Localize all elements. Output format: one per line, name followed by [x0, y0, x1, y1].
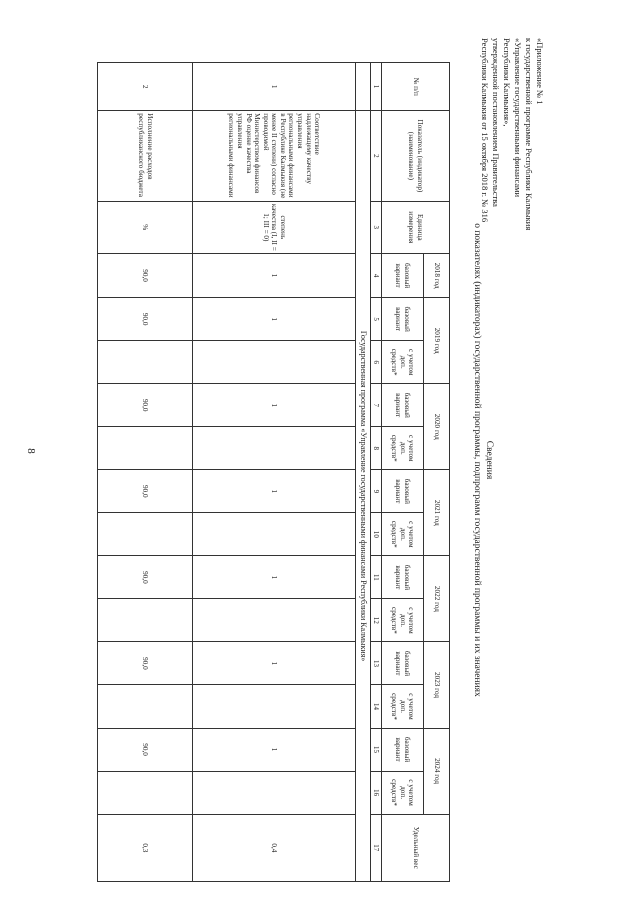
col-number: 16: [371, 771, 382, 814]
row-value-empty: [98, 513, 193, 556]
row-value-empty: [193, 685, 356, 728]
row-value: 90,0: [98, 556, 193, 599]
head-base: базовый вариант: [382, 470, 424, 513]
col-number: 12: [371, 599, 382, 642]
table-row: [193, 63, 356, 882]
col-number: 2: [371, 111, 382, 201]
title-line1: Сведения: [484, 440, 494, 480]
head-extra: с учетом доп. средств*: [382, 599, 424, 642]
program-title: Государственная программа «Управление государственными финансами Республики Калмыкия»: [356, 111, 371, 882]
head-base: базовый вариант: [382, 728, 424, 771]
head-indicator: Показатель (индикатор) (наименование): [382, 111, 450, 201]
title-line2: о показателях (индикаторах) государственной программы, подпрограмм государственной программы и их значениях: [472, 223, 482, 697]
row-value-empty: [98, 341, 193, 384]
col-number: 9: [371, 470, 382, 513]
row-value: 1: [193, 470, 356, 513]
row-value: 90,0: [98, 728, 193, 771]
col-number: 5: [371, 298, 382, 341]
row-no: 2: [98, 63, 193, 111]
col-number: 11: [371, 556, 382, 599]
head-extra: с учетом доп. средств*: [382, 341, 424, 384]
row-value-empty: [193, 427, 356, 470]
document-title: [471, 140, 495, 780]
row-value-empty: [98, 771, 193, 814]
row-indicator: Соответствие надлежащему качеству управления региональными финансами в Республике Калмыкия (не менее II степени) согласно проводимой Министерством финансов РФ оценке качества управления региональными финансами: [193, 111, 356, 201]
row-value: 90,0: [98, 254, 193, 298]
row-weight: 0,4: [193, 814, 356, 881]
header-line: Республики Калмыкия»,: [502, 38, 512, 127]
row-value: 1: [193, 556, 356, 599]
row-value: 1: [193, 728, 356, 771]
head-year: 2021 год: [424, 470, 450, 556]
table-row: [98, 63, 193, 882]
head-year: 2018 год: [424, 254, 450, 298]
col-number: 13: [371, 642, 382, 685]
head-year: 2023 год: [424, 642, 450, 728]
row-indicator: Исполнение расходов республиканского бюджета: [98, 111, 193, 201]
col-number: 7: [371, 384, 382, 427]
head-base: базовый вариант: [382, 298, 424, 341]
head-base: базовый вариант: [382, 642, 424, 685]
col-number: 8: [371, 427, 382, 470]
page-number: 8: [24, 448, 37, 454]
head-extra: с учетом доп. средств*: [382, 513, 424, 556]
head-weight: Удельный вес: [382, 814, 450, 881]
row-unit: степень качества (I, II = 1; III = 0): [193, 201, 356, 253]
row-weight: 0,3: [98, 814, 193, 881]
col-number: 3: [371, 201, 382, 253]
col-number: 6: [371, 341, 382, 384]
header-line: Республики Калмыкия от 15 октября 2018 г. № 316: [480, 38, 490, 223]
row-value: 1: [193, 642, 356, 685]
head-no: № п/п: [382, 63, 450, 111]
head-extra: с учетом доп. средств*: [382, 427, 424, 470]
row-value-empty: [98, 685, 193, 728]
col-number: 17: [371, 814, 382, 881]
indicators-table: [97, 62, 450, 882]
head-base: базовый вариант: [382, 556, 424, 599]
header-line: к государственной программе Республики Калмыкия: [524, 38, 534, 231]
row-unit: %: [98, 201, 193, 253]
head-base: базовый вариант: [382, 384, 424, 427]
col-number: 4: [371, 254, 382, 298]
row-value-empty: [193, 513, 356, 556]
row-no: 1: [193, 63, 356, 111]
row-value-empty: [98, 427, 193, 470]
head-base: базовый вариант: [382, 254, 424, 298]
row-value: 90,0: [98, 384, 193, 427]
row-value: 1: [193, 298, 356, 341]
head-extra: с учетом доп. средств*: [382, 771, 424, 814]
header-line: утвержденной постановлением Правительства: [491, 38, 501, 207]
col-number: 10: [371, 513, 382, 556]
row-value-empty: [193, 341, 356, 384]
row-value-empty: [98, 599, 193, 642]
row-value: 90,0: [98, 298, 193, 341]
col-number: 14: [371, 685, 382, 728]
header-line: «Приложение № 1: [535, 38, 545, 105]
row-value: 90,0: [98, 642, 193, 685]
head-year: 2022 год: [424, 556, 450, 642]
header-line: «Управление государственными финансами: [513, 38, 523, 198]
head-unit: Единица измерения: [382, 201, 450, 253]
head-year: 2019 год: [424, 298, 450, 384]
row-value: 1: [193, 384, 356, 427]
row-value-empty: [193, 599, 356, 642]
head-extra: с учетом доп. средств*: [382, 685, 424, 728]
col-number: 15: [371, 728, 382, 771]
program-spacer: [356, 63, 371, 111]
row-value-empty: [193, 771, 356, 814]
head-year: 2024 год: [424, 728, 450, 814]
head-year: 2020 год: [424, 384, 450, 470]
row-value: 1: [193, 254, 356, 298]
row-value: 90,0: [98, 470, 193, 513]
col-number: 1: [371, 63, 382, 111]
